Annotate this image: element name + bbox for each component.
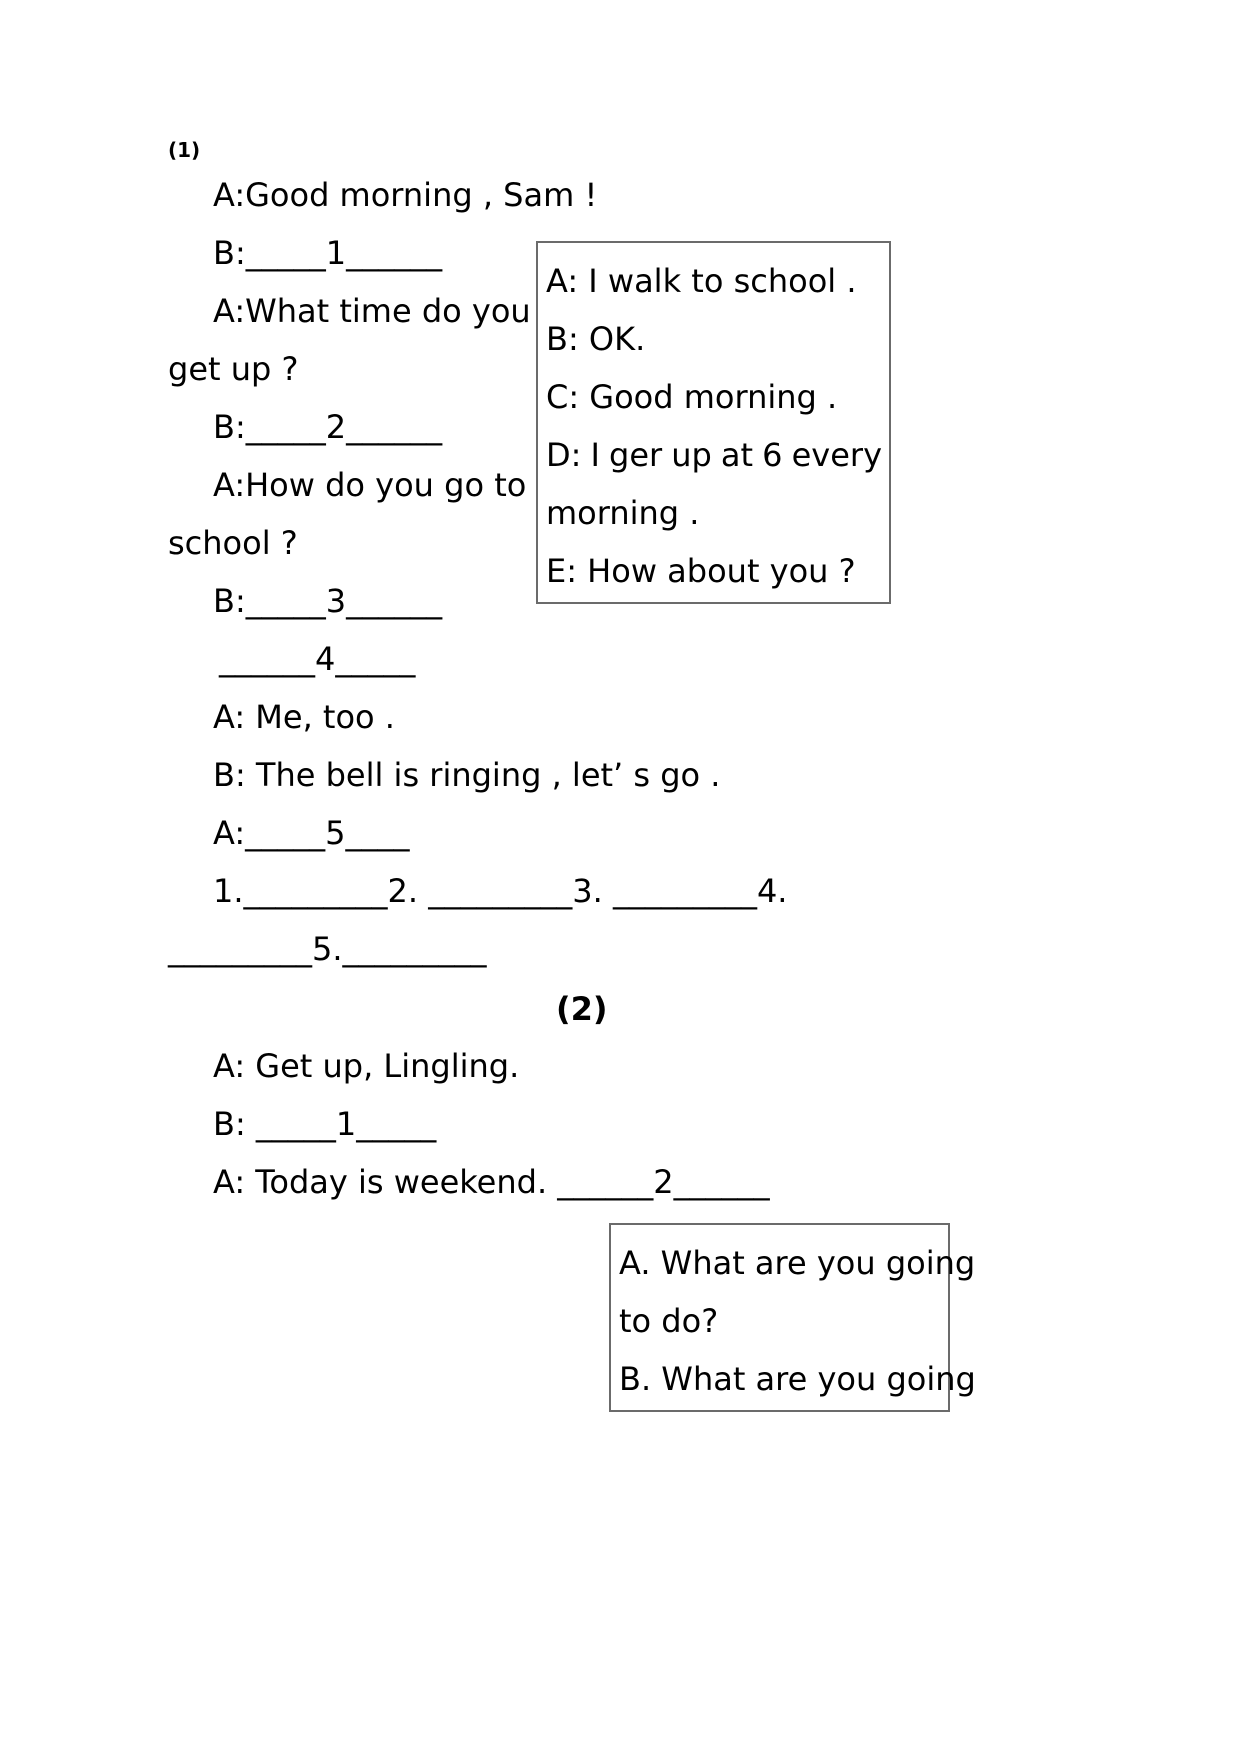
dialogue-line: B: The bell is ringing , let’ s go . (213, 756, 721, 794)
dialogue-line: A:What time do you (213, 292, 531, 330)
dialogue-line: A: Me, too . (213, 698, 395, 736)
dialogue-line: A:How do you go to (213, 466, 527, 504)
dialogue-line: B:_____3______ (213, 582, 443, 620)
option-e: E: How about you ? (546, 552, 856, 590)
dialogue-line: A:Good morning , Sam ! (213, 176, 598, 214)
option-d-word: every (791, 436, 882, 474)
options-box-1 (536, 241, 891, 604)
options-box-2 (609, 1223, 976, 1412)
answer-blanks: 1._________2. _________3. _________4. (213, 872, 788, 910)
option-c: C: Good morning . (546, 378, 838, 416)
dialogue-line: B:_____2______ (213, 408, 443, 446)
section-1-number: (1) (168, 138, 201, 162)
option-d-word: I (590, 436, 600, 474)
answer-blanks: _________5._________ (168, 930, 487, 968)
dialogue-line: school ? (168, 524, 298, 562)
option-d-word: 6 (762, 436, 783, 474)
option-d (546, 435, 882, 475)
option-d-word: ger (609, 436, 663, 474)
option-d-continued: morning . (546, 494, 700, 532)
dialogue-line: B:_____1______ (213, 234, 443, 272)
option-a: A. What are you going (619, 1244, 976, 1282)
option-d-word: up (671, 436, 712, 474)
dialogue-line: ______4_____ (219, 640, 416, 678)
dialogue-line: A: Get up, Lingling. (213, 1047, 520, 1085)
option-b: B: OK. (546, 320, 646, 358)
option-a: A: I walk to school . (546, 262, 857, 300)
option-b: B. What are you going (619, 1360, 976, 1398)
dialogue-line: A: Today is weekend. ______2______ (213, 1163, 770, 1201)
section-2-number: (2) (556, 990, 608, 1028)
dialogue-line: get up ? (168, 350, 299, 388)
dialogue-line: B: _____1_____ (213, 1105, 437, 1143)
option-a-continued: to do? (619, 1302, 719, 1340)
dialogue-line: A:_____5____ (213, 814, 410, 852)
option-d-word: D: (546, 436, 582, 474)
option-d-word: at (720, 436, 754, 474)
